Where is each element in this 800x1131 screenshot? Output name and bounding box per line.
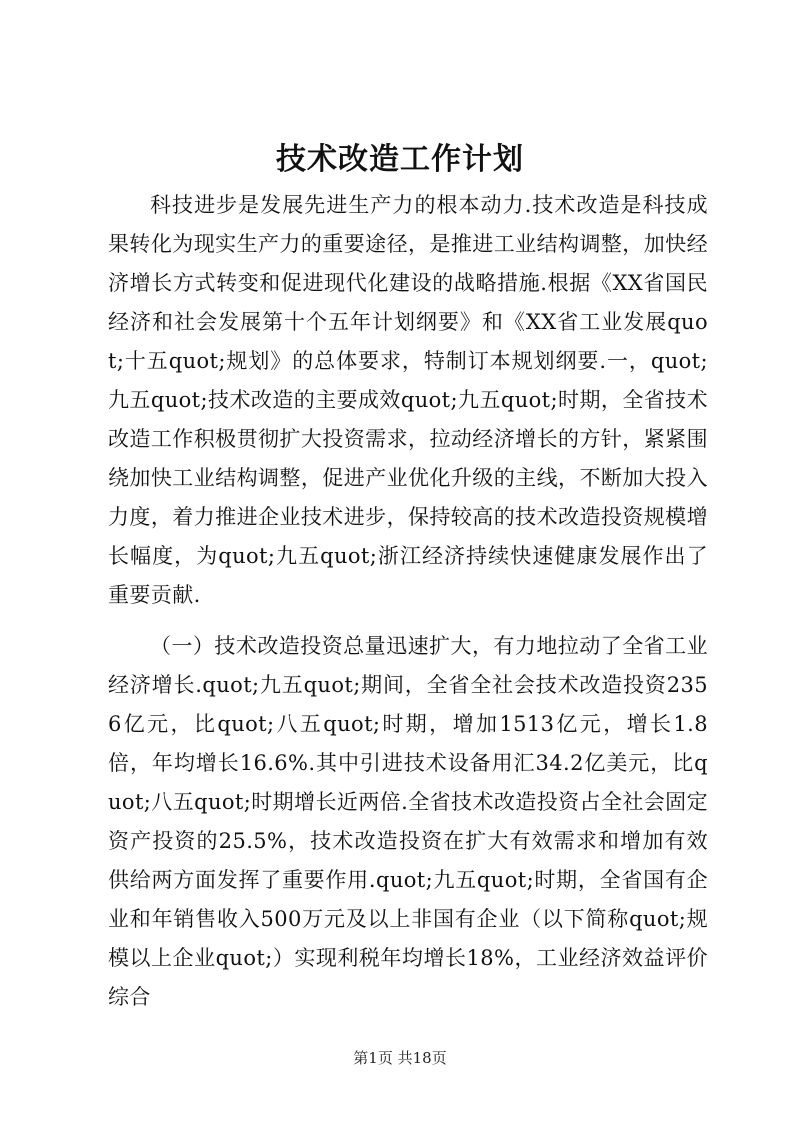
document-body [108,186,708,1017]
document-title: 技术改造工作计划 [276,142,524,177]
paragraph-intro: 科技进步是发展先进生产力的根本动力.技术改造是科技成果转化为现实生产力的重要途径，是推进工业结构调整，加快经济增长方式转变和促进现代化建设的战略措施.根据《XX省国民经济和社会发展第十个五年计划纲要》和《XX省工业发展quot;十五quot;规划》的总体要求，特制订本规划纲要.一，quot;九五quot;技术改造的主要成效quot;九五quot;时期，全省技术改造工作积极贯彻扩大投资需求，拉动经济增长的方针，紧紧围绕加快工业结构调整，促进产业优化升级的主线，不断加大投入力度，着力推进企业技术进步，保持较高的技术改造投资规模增长幅度，为quot;九五quot;浙江经济持续快速健康发展作出了重要贡献. [108,193,708,607]
page-number-footer: 第1页 共18页 [353,1049,447,1067]
paragraph-section-1: （一）技术改造投资总量迅速扩大，有力地拉动了全省工业经济增长.quot;九五quot;期间，全省全社会技术改造投资2356亿元，比quot;八五quot;时期，增加1513亿元，增长1.8倍，年均增长16.6%.其中引进技术设备用汇34.2亿美元，比quot;八五quot;时期增长近两倍.全省技术改造投资占全社会固定资产投资的25.5%，技术改造投资在扩大有效需求和增加有效供给两方面发挥了重要作用.quot;九五quot;时期，全省国有企业和年销售收入500万元及以上非国有企业（以下简称quot;规模以上企业quot;）实现利税年均增长18%，工业经济效益评价综合 [108,634,708,1009]
